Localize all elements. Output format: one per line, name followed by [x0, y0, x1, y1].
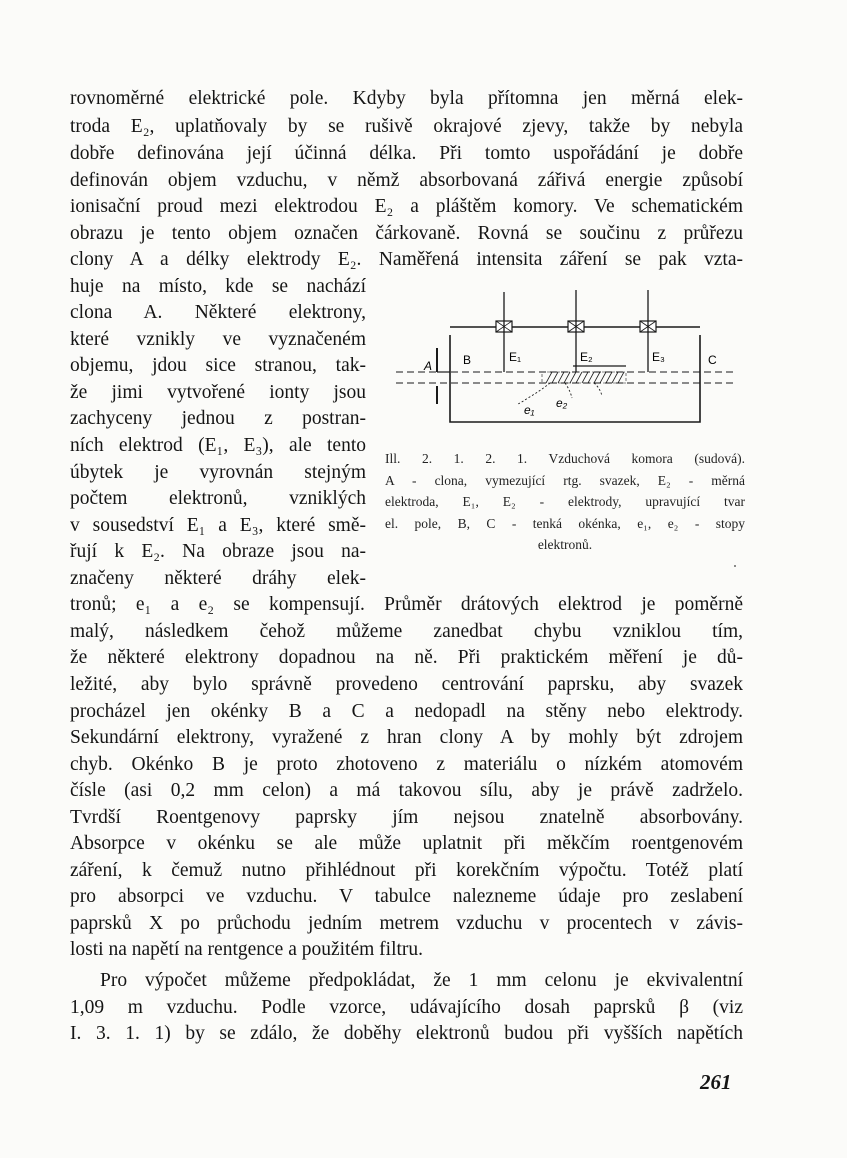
- body-line: definován objem vzduchu, v němž absorbovaná zářivá energie způsobí: [70, 170, 743, 191]
- body-line: ionisační proud mezi elektrodou E₂ a pláštěm komory. Ve schematickém: [70, 196, 743, 217]
- print-speck: [734, 565, 736, 567]
- body-line: rovnoměrné elektrické pole. Kdyby byla přítomna jen měrná elek-: [70, 88, 743, 109]
- caption-line: elektronů.: [537, 537, 593, 552]
- body-line: chyb. Okénko B je proto zhotoveno z materiálu o nízkém atomovém: [70, 754, 743, 775]
- label-b: B: [463, 353, 472, 367]
- body-line: záření, k čemuž nutno přihlédnout při korekčním výpočtu. Totéž platí: [70, 860, 743, 881]
- ionization-chamber-diagram: [390, 286, 740, 446]
- body-line: že některé elektrony dopadnou na ně. Při praktickém měření je dů-: [70, 647, 743, 668]
- caption-line: Ill. 2. 1. 2. 1. Vzduchová komora (sudová).: [385, 451, 745, 466]
- body-line: tronů; e₁ a e₂ se kompensují. Průměr drátových elektrod je poměrně: [70, 594, 743, 615]
- wrap-line: clona A. Některé elektrony,: [70, 302, 366, 323]
- body-line: obrazu je tento objem označen čárkovaně. Rovná se součinu z průřezu: [70, 223, 743, 244]
- body-line: malý, následkem čehož můžeme zanedbat chybu vzniklou tím,: [70, 621, 743, 642]
- body-line: pro absorpci ve vzduchu. V tabulce nalezneme údaje pro zeslabení: [70, 886, 743, 907]
- electron-track-e1: [518, 383, 550, 404]
- wrap-line: zachyceny jednou z postran-: [70, 408, 366, 429]
- figure-caption: [385, 448, 745, 556]
- label-e2: E₂: [580, 350, 593, 364]
- wrap-line: řují k E₂. Na obraze jsou na-: [70, 541, 366, 562]
- wrap-line: v sousedství E₁ a E₃, které smě-: [70, 515, 366, 536]
- body-line: Sekundární elektrony, vyražené z hran clony A by mohly být zdrojem: [70, 727, 743, 748]
- wrap-line: počtem elektronů, vzniklých: [70, 488, 366, 509]
- caption-line: elektroda, E₁, E₂ - elektrody, upravující tvar: [385, 494, 745, 509]
- body-line: ležité, aby bylo správně provedeno centrování paprsku, aby svazek: [70, 674, 743, 695]
- body-line: čísle (asi 0,2 mm celon) a má takovou sílu, aby je právě zadrželo.: [70, 780, 743, 801]
- label-a: A: [424, 359, 433, 373]
- body-line: procházel jen okénky B a C a nedopadl na stěny nebo elektrody.: [70, 701, 743, 722]
- label-c: C: [708, 353, 717, 367]
- body-line: I. 3. 1. 1) by se zdálo, že doběhy elektronů budou při vyšších napětích: [70, 1023, 743, 1044]
- body-line: dobře definována její účinná délka. Při tomto uspořádání je dobře: [70, 143, 743, 164]
- body-line: paprsků X po průchodu jedním metrem vzduchu v procentech v závis-: [70, 913, 743, 934]
- measured-volume-hatch: [542, 372, 626, 383]
- wrap-line: značeny některé dráhy elek-: [70, 568, 366, 589]
- body-line: troda E₂, uplatňovaly by se rušivě okrajové zjevy, takže by nebyla: [70, 116, 743, 137]
- body-line: 1,09 m vzduchu. Podle vzorce, udávajícího dosah paprsků β (viz: [70, 997, 743, 1018]
- wrap-line: že jimi vytvořené ionty jsou: [70, 382, 366, 403]
- label-e3: E₃: [652, 350, 665, 364]
- wrap-line: ních elektrod (E₁, E₃), ale tento: [70, 435, 366, 456]
- caption-line: A - clona, vymezující rtg. svazek, E₂ - měrná: [385, 472, 745, 488]
- page-number: 261: [700, 1070, 732, 1094]
- body-line: clony A a délky elektrody E₂. Naměřená intensita záření se pak vzta-: [70, 249, 743, 270]
- body-line: Pro výpočet můžeme předpokládat, že 1 mm celonu je ekvivalentní: [100, 970, 743, 991]
- wrap-line: huje na místo, kde se nachází: [70, 276, 366, 297]
- wrap-line: objemu, jdou sice stranou, tak-: [70, 355, 366, 376]
- wrap-line: které vznikly ve vyznačeném: [70, 329, 366, 350]
- label-e1: E₁: [509, 350, 522, 364]
- body-line: Tvrdší Roentgenovy paprsky jím nejsou znatelně absorbovány.: [70, 807, 743, 828]
- wrap-line: úbytek je vyrovnán stejným: [70, 462, 366, 483]
- body-line: Absorpce v okénku se ale může uplatnit při měkčím roentgenovém: [70, 833, 743, 854]
- chamber-wall: [450, 335, 700, 422]
- label-e1-track: e₁: [524, 403, 535, 417]
- caption-line: el. pole, B, C - tenká okénka, e₁, e₂ - stopy: [385, 515, 745, 531]
- body-line: losti na napětí na rentgence a použitém filtru.: [70, 939, 424, 960]
- label-e2-track: e₂: [556, 396, 568, 410]
